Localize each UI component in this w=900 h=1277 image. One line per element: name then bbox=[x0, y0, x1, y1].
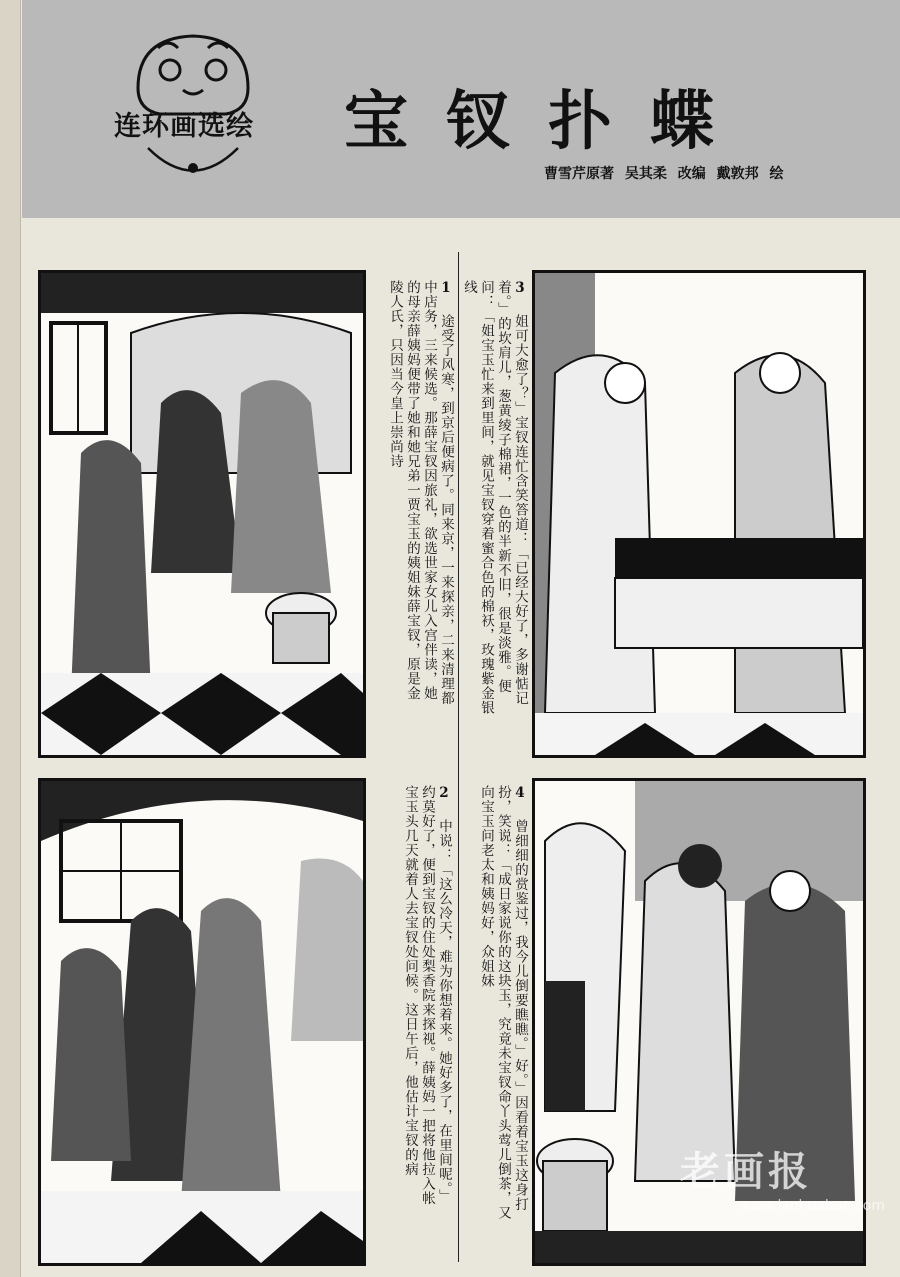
caption-1 bbox=[362, 280, 454, 710]
watermark-url: www.laohuabao.com bbox=[740, 1198, 886, 1214]
caption-4-text: 曾细细的赏鉴过，我今儿倒要瞧瞧。」好。」因看着宝玉这身打扮，笑说：「成日家说你的这块玉，究竟未宝钗命丫头莺儿倒茶，又向宝玉问老太和姨妈好，众姐妹 bbox=[478, 785, 528, 1220]
header-band bbox=[22, 0, 900, 218]
caption-1-text: 途受了风寒，到京后便病了。同来京，一来探亲，二来清理都中店务，三来候选。那薛宝钗因旅礼，欲选世家女儿入宫伴读，她的母亲薛姨妈便带了她和她兄弟一贾宝玉的姨姐妹薛宝钗，原是金陵人氏，只因当今皇上崇尚诗 bbox=[387, 280, 454, 706]
illustration-panel-3 bbox=[532, 270, 866, 758]
column-divider bbox=[458, 252, 459, 1262]
credits-line: 曹雪芹原著 吴其柔 改编 戴敦邦 绘 bbox=[544, 166, 784, 182]
caption-3 bbox=[461, 280, 528, 720]
caption-4 bbox=[466, 785, 528, 1225]
illustration-panel-1 bbox=[38, 270, 366, 758]
illustration-panel-2 bbox=[38, 778, 366, 1266]
illustration-3-drawing bbox=[535, 273, 863, 755]
caption-2 bbox=[372, 785, 452, 1215]
page-spine bbox=[0, 0, 21, 1277]
illustration-1-drawing bbox=[41, 273, 363, 755]
story-title: 宝钗扑蝶 bbox=[344, 84, 752, 159]
caption-4-number: 4 bbox=[512, 785, 528, 802]
watermark-text: 老画报 bbox=[680, 1148, 812, 1195]
series-title: 连环画选绘 bbox=[114, 111, 254, 142]
caption-3-text: 姐可大愈了？」宝钗连忙含笑答道：「已经大好了，多谢惦记着。」的坎肩儿，葱黄绫子棉裙，一色的半新不旧，很是淡雅。便问：「姐宝玉忙来到里间，就见宝钗穿着蜜合色的棉袄，玫瑰紫金银线 bbox=[461, 280, 528, 715]
caption-2-number: 2 bbox=[436, 785, 452, 802]
caption-3-number: 3 bbox=[512, 280, 528, 297]
caption-2-text: 中说：「这么冷天，难为你想着来。她好多了，在里间呢。」约莫好了，便到宝钗的住处梨香院来探视。薛姨妈一把将他拉入帐宝玉头几天就着人去宝钗处问候。这日午后，他估计宝钗的病 bbox=[402, 785, 452, 1206]
caption-1-number: 1 bbox=[438, 280, 454, 297]
illustration-2-drawing bbox=[41, 781, 363, 1263]
